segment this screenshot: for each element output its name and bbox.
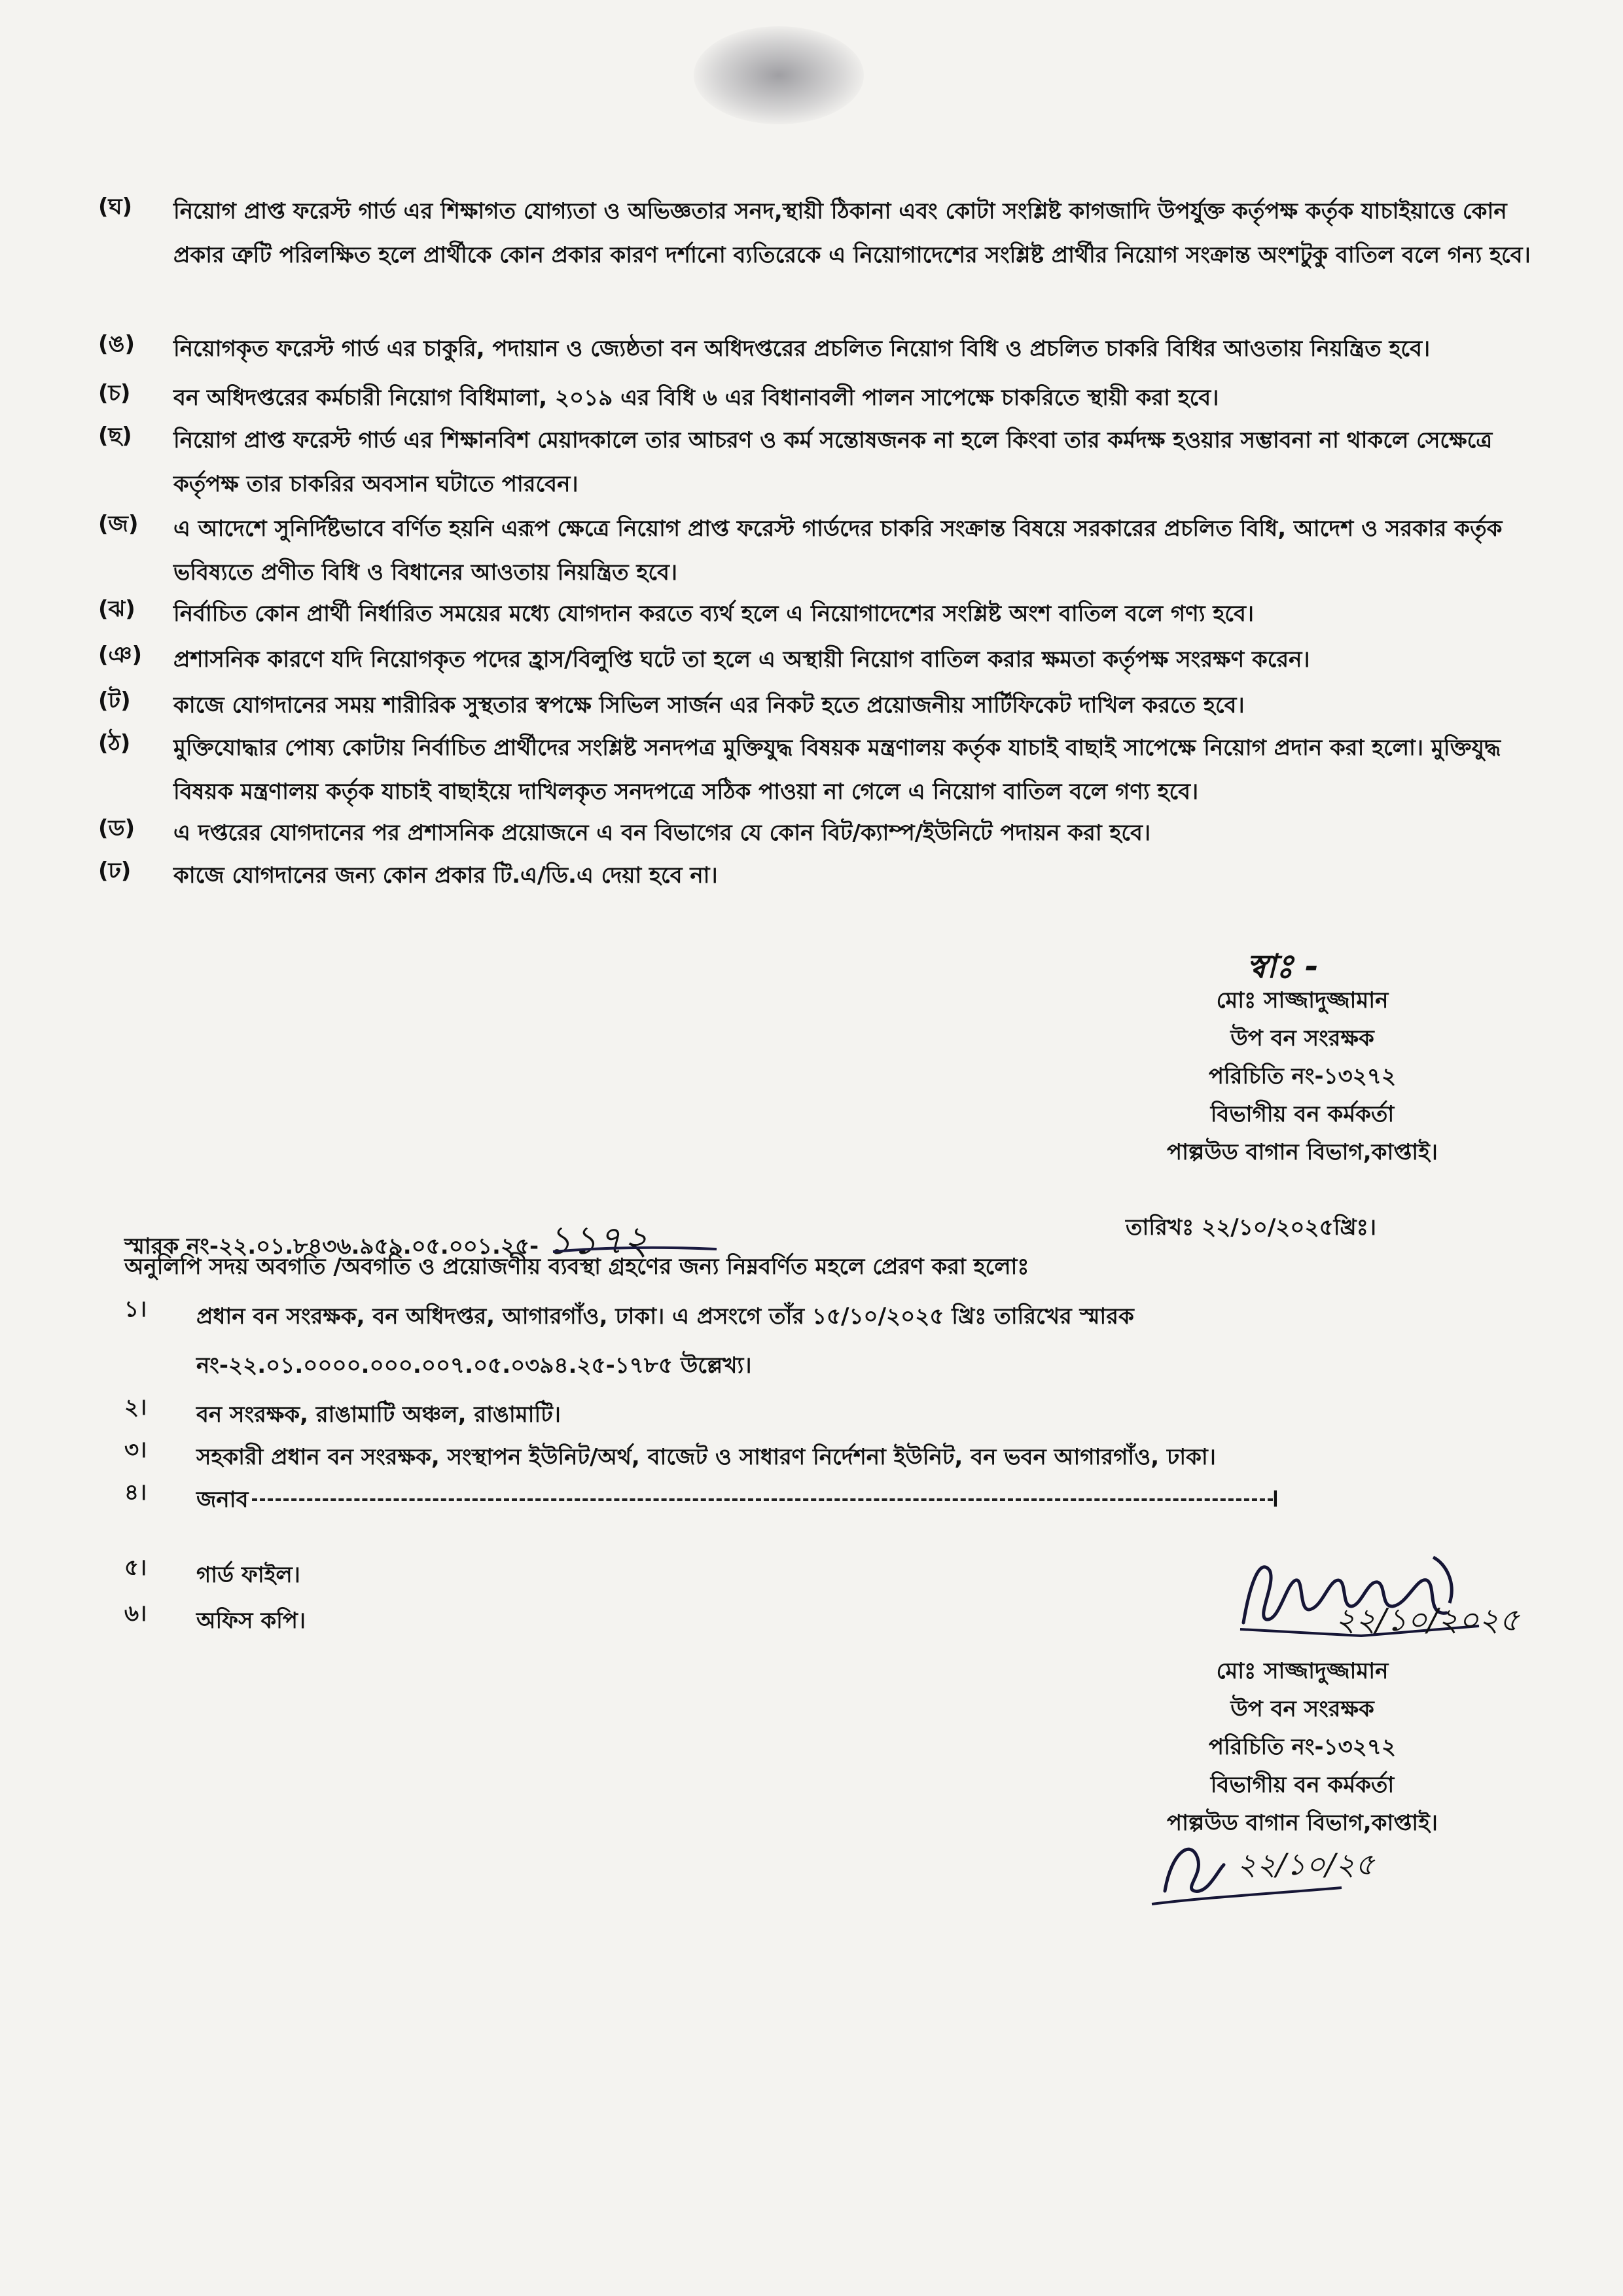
clause-text: নিয়োগ প্রাপ্ত ফরেস্ট গার্ড এর শিক্ষাগত যোগ্যতা ও অভিজ্ঞতার সনদ,স্থায়ী ঠিকানা এবং কোটা সংশ্লিষ্ট কাগজাদি উপর্যুক্ত কর্তৃপক্ষ কর্তৃক যাচাইয়াত্তে কোন প্রকার ত্রুটি পরিলক্ষিত হলে প্রার্থীকে কোন প্রকার কারণ দর্শানো ব্যতিরেকে এ নিয়োগাদেশের সংশ্লিষ্ট প্রার্থীর নিয়োগ সংক্রান্ত অংশটুকু বাতিল বলে গন্য হবে।	[173, 198, 1531, 268]
signature-block-1	[1126, 981, 1479, 1171]
clause-mark: (ঢ)	[98, 858, 132, 884]
clause-text: বন অধিদপ্তরের কর্মচারী নিয়োগ বিধিমালা, ২০১৯ এর বিধি ৬ এর বিধানাবলী পালন সাপেক্ষে চাকরিতে স্থায়ী করা হবে।	[173, 385, 1219, 411]
clause-text: নিয়োগকৃত ফরেস্ট গার্ড এর চাকুরি, পদায়ান ও জ্যেষ্ঠতা বন অধিদপ্তরের প্রচলিত নিয়োগ বিধি ও প্রচলিত চাকরি বিধির আওতায় নিয়ন্ত্রিত হবে।	[173, 336, 1431, 362]
clause-gha	[98, 190, 1538, 277]
clause-dha	[98, 854, 1538, 898]
clause-mark: (ড)	[98, 815, 135, 841]
clause-text: প্রশাসনিক কারণে যদি নিয়োগকৃত পদের হ্রাস/বিলুপ্তি ঘটে তা হলে এ অস্থায়ী নিয়োগ বাতিল করার ক্ষমতা কর্তৃপক্ষ সংরক্ষণ করেন।	[173, 646, 1310, 673]
item-text: বন সংরক্ষক, রাঙামাটি অঞ্চল, রাঙামাটি।	[196, 1402, 561, 1428]
clause-mark: (ঠ)	[98, 730, 131, 756]
clause-text: নির্বাচিত কোন প্রার্থী নির্ধারিত সময়ের মধ্যে যোগদান করতে ব্যর্থ হলে এ নিয়োগাদেশের সংশ্লিষ্ট অংশ বাতিল বলে গণ্য হবে।	[173, 601, 1255, 627]
clause-text: কাজে যোগদানের সময় শারীরিক সুস্থতার স্বপক্ষে সিভিল সার্জন এর নিকট হতে প্রয়োজনীয় সার্টিফিকেট দাখিল করতে হবে।	[173, 692, 1245, 718]
item-text: সহকারী প্রধান বন সংরক্ষক, সংস্থাপন ইউনিট/অর্থ, বাজেট ও সাধারণ নির্দেশনা ইউনিট, বন ভবন আগারগাঁও, ঢাকা।	[196, 1444, 1216, 1470]
clause-cha	[98, 376, 1538, 420]
signatory-name: মোঃ সাজ্জাদুজ্জামান	[1216, 1658, 1389, 1684]
blank-fill-line	[252, 1498, 1273, 1501]
clause-ta	[98, 684, 1538, 728]
signatory-id: পরিচিতি নং-১৩২৭২	[1208, 1734, 1397, 1760]
signatory-role: বিভাগীয় বন কর্মকর্তা	[1210, 1772, 1395, 1798]
item-number: ২।	[124, 1394, 147, 1421]
clause-nio	[98, 638, 1538, 682]
distribution-item	[124, 1390, 1531, 1439]
item-number: ৬।	[124, 1600, 147, 1627]
signatory-id: পরিচিতি নং-১৩২৭২	[1208, 1063, 1397, 1089]
item-number: ৫।	[124, 1555, 147, 1581]
clause-chha	[98, 419, 1538, 506]
clause-text: কাজে যোগদানের জন্য কোন প্রকার টি.এ/ডি.এ দেয়া হবে না।	[173, 862, 718, 889]
distribution-intro: অনুলিপি সদয় অবগতি /অবগতি ও প্রয়োজণীয় ব্যবস্থা গ্রহণের জন্য নিম্নবর্ণিত মহলে প্রেরণ করা হলোঃ	[124, 1254, 1029, 1280]
clause-umo	[98, 327, 1538, 371]
item-text: প্রধান বন সংরক্ষক, বন অধিদপ্তর, আগারগাঁও, ঢাকা। এ প্রসংগে তাঁর ১৫/১০/২০২৫ খ্রিঃ তারিখের স্মারক নং-২২.০১.০০০০.০০০.০০৭.০৫.০৩৯৪.২৫-১৭৮৫ উল্লেখ্য।	[196, 1303, 1134, 1379]
clause-mark: (ঙ)	[98, 331, 135, 357]
memo-date: তারিখঃ ২২/১০/২০২৫খ্রিঃ।	[1126, 1214, 1376, 1241]
signatory-office: পাল্পউড বাগান বিভাগ,কাপ্তাই।	[1167, 1139, 1438, 1165]
distribution-item	[124, 1292, 1531, 1390]
blank-line-end: ।	[1270, 1483, 1279, 1512]
signatory-role: বিভাগীয় বন কর্মকর্তা	[1210, 1101, 1395, 1127]
signatory-designation: উপ বন সংরক্ষক	[1230, 1696, 1374, 1722]
item-text: অফিস কপি।	[196, 1608, 306, 1634]
ink-smudge	[694, 26, 864, 124]
memo-number-text: স্মারক নং-২২.০১.৮৪৩৬.৯৫৯.০৫.০০১.২৫-	[124, 1233, 539, 1260]
item-text: জনাব	[196, 1487, 249, 1513]
distribution-item	[124, 1433, 1531, 1482]
clause-mark: (ঝ)	[98, 596, 135, 622]
clause-jha	[98, 592, 1538, 636]
clause-mark: (ঞ)	[98, 642, 142, 668]
clause-text: এ দপ্তরের যোগদানের পর প্রশাসনিক প্রয়োজনে এ বন বিভাগের যে কোন বিট/ক্যাম্প/ইউনিটে পদায়ন করা হবে।	[173, 820, 1151, 846]
signature-block-2	[1126, 1652, 1479, 1842]
initials-date: ২২/১০/২৫	[1237, 1846, 1375, 1882]
item-number: ১।	[124, 1296, 147, 1322]
clause-mark: (ছ)	[98, 423, 132, 449]
handwritten-date: ২২/১০/২০২৫	[1335, 1602, 1520, 1638]
clause-tha	[98, 726, 1538, 814]
short-signature: স্বাঃ -	[1247, 947, 1319, 985]
clause-da	[98, 811, 1538, 855]
item-text: গার্ড ফাইল।	[196, 1562, 300, 1588]
signatory-designation: উপ বন সংরক্ষক	[1230, 1025, 1374, 1051]
clause-ja	[98, 507, 1538, 595]
signatory-name: মোঃ সাজ্জাদুজ্জামান	[1216, 987, 1389, 1014]
clause-text: এ আদেশে সুনির্দিষ্টভাবে বর্ণিত হয়নি এরূপ ক্ষেত্রে নিয়োগ প্রাপ্ত ফরেস্ট গার্ডদের চাকরি সংক্রান্ত বিষয়ে সরকারের প্রচলিত বিধি, আদেশ ও সরকার কর্তৃক ভবিষ্যতে প্রণীত বিধি ও বিধানের আওতায় নিয়ন্ত্রিত হবে।	[173, 516, 1503, 586]
clause-mark: (জ)	[98, 511, 139, 537]
signatory-office: পাল্পউড বাগান বিভাগ,কাপ্তাই।	[1167, 1810, 1438, 1836]
clause-mark: (চ)	[98, 380, 131, 406]
clause-text: মুক্তিযোদ্ধার পোষ্য কোটায় নির্বাচিত প্রার্থীদের সংশ্লিষ্ট সনদপত্র মুক্তিযুদ্ধ বিষয়ক মন্ত্রণালয় কর্তৃক যাচাই বাছাই সাপেক্ষে নিয়োগ প্রদান করা হলো। মুক্তিযুদ্ধ বিষয়ক মন্ত্রণালয় কর্তৃক যাচাই বাছাইয়ে দাখিলকৃত সনদপত্রে সঠিক পাওয়া না গেলে এ নিয়োগ বাতিল বলে গণ্য হবে।	[173, 735, 1501, 805]
item-number: ৩।	[124, 1437, 147, 1463]
memo-handwritten-number: ১১৭২	[546, 1218, 649, 1263]
item-number: ৪।	[124, 1479, 147, 1506]
clause-mark: (ঘ)	[98, 194, 133, 220]
clause-mark: (ট)	[98, 688, 131, 714]
clause-text: নিয়োগ প্রাপ্ত ফরেস্ট গার্ড এর শিক্ষানবিশ মেয়াদকালে তার আচরণ ও কর্ম সন্তোষজনক না হলে কিংবা তার কর্মদক্ষ হওয়ার সম্ভাবনা না থাকলে সেক্ষেত্রে কর্তৃপক্ষ তার চাকরির অবসান ঘটাতে পারবেন।	[173, 427, 1493, 497]
